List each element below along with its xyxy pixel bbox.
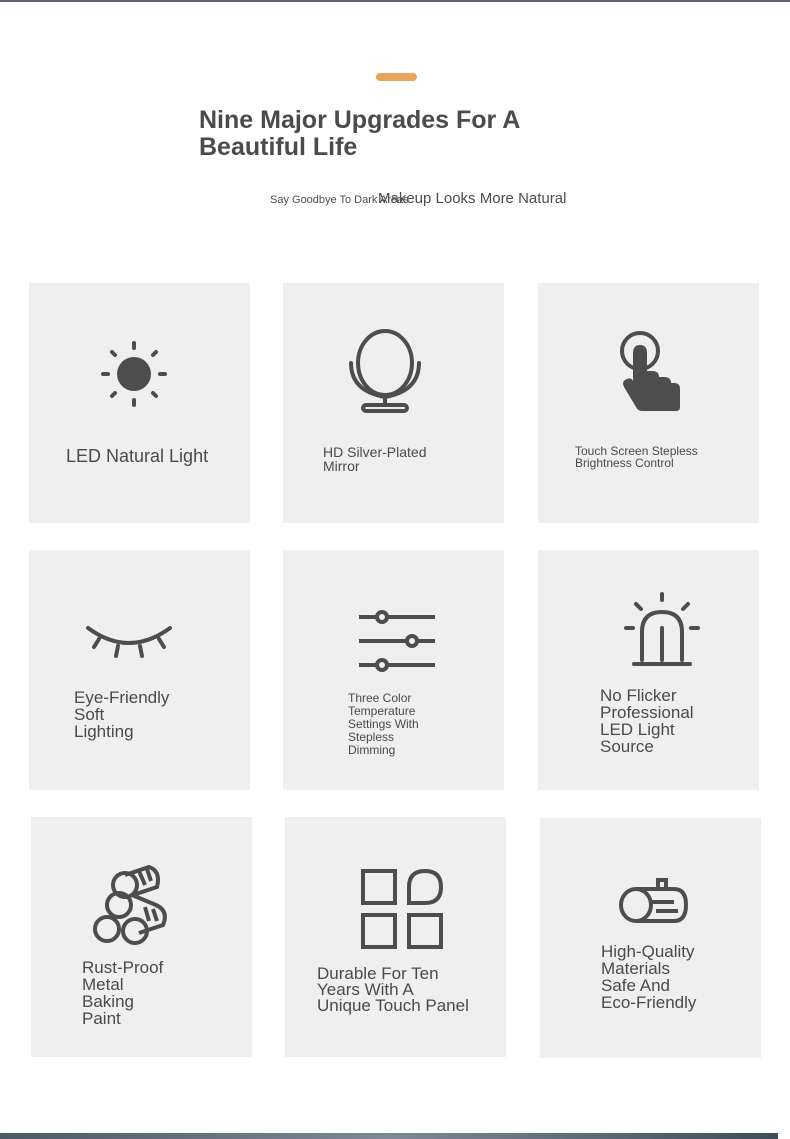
feature-label: Eye-Friendly Soft Lighting	[74, 688, 170, 741]
feature-card-touch-panel	[285, 817, 506, 1057]
feature-label: High-Quality Materials Safe And Eco-Friendly	[601, 942, 697, 1012]
sliders-icon	[357, 606, 437, 672]
feature-label: LED Natural Light	[66, 446, 209, 466]
wood-log-icon	[618, 874, 690, 926]
top-divider	[0, 0, 790, 2]
feature-label: Rust-Proof Metal Baking Paint	[82, 958, 164, 1028]
accent-bar	[376, 73, 417, 81]
feature-label: No Flicker Professional LED Light Source	[600, 686, 694, 756]
feature-card-led-light	[29, 283, 250, 523]
feature-label: Durable For Ten Years With A Unique Touch Panel	[317, 964, 469, 1015]
page-title: Nine Major Upgrades For A Beautiful Life	[199, 106, 520, 161]
metal-pipes-icon	[83, 865, 173, 951]
touch-hand-icon	[616, 331, 686, 413]
feature-label: Touch Screen Stepless Brightness Control	[575, 444, 698, 470]
feature-card-metal	[31, 817, 252, 1057]
feature-card-eye	[29, 550, 250, 790]
feature-label: HD Silver-Plated Mirror	[323, 444, 427, 474]
feature-card-flicker	[538, 550, 759, 790]
warning-light-icon	[622, 590, 702, 678]
closed-eye-icon	[84, 620, 174, 662]
feature-card-touch	[538, 283, 759, 523]
grid-panel-icon	[359, 867, 445, 953]
subtitle-left: Say Goodbye To Dark Areas	[270, 194, 409, 206]
feature-card-temperature	[283, 550, 504, 790]
subtitle-right: Makeup Looks More Natural	[378, 190, 567, 207]
vanity-mirror-icon	[345, 327, 425, 415]
feature-card-materials	[540, 818, 761, 1058]
feature-label: Three Color Temperature Settings With Stepless Dimming	[348, 691, 419, 757]
sun-icon	[99, 339, 169, 409]
feature-card-mirror	[283, 283, 504, 523]
bottom-divider	[0, 1133, 778, 1139]
